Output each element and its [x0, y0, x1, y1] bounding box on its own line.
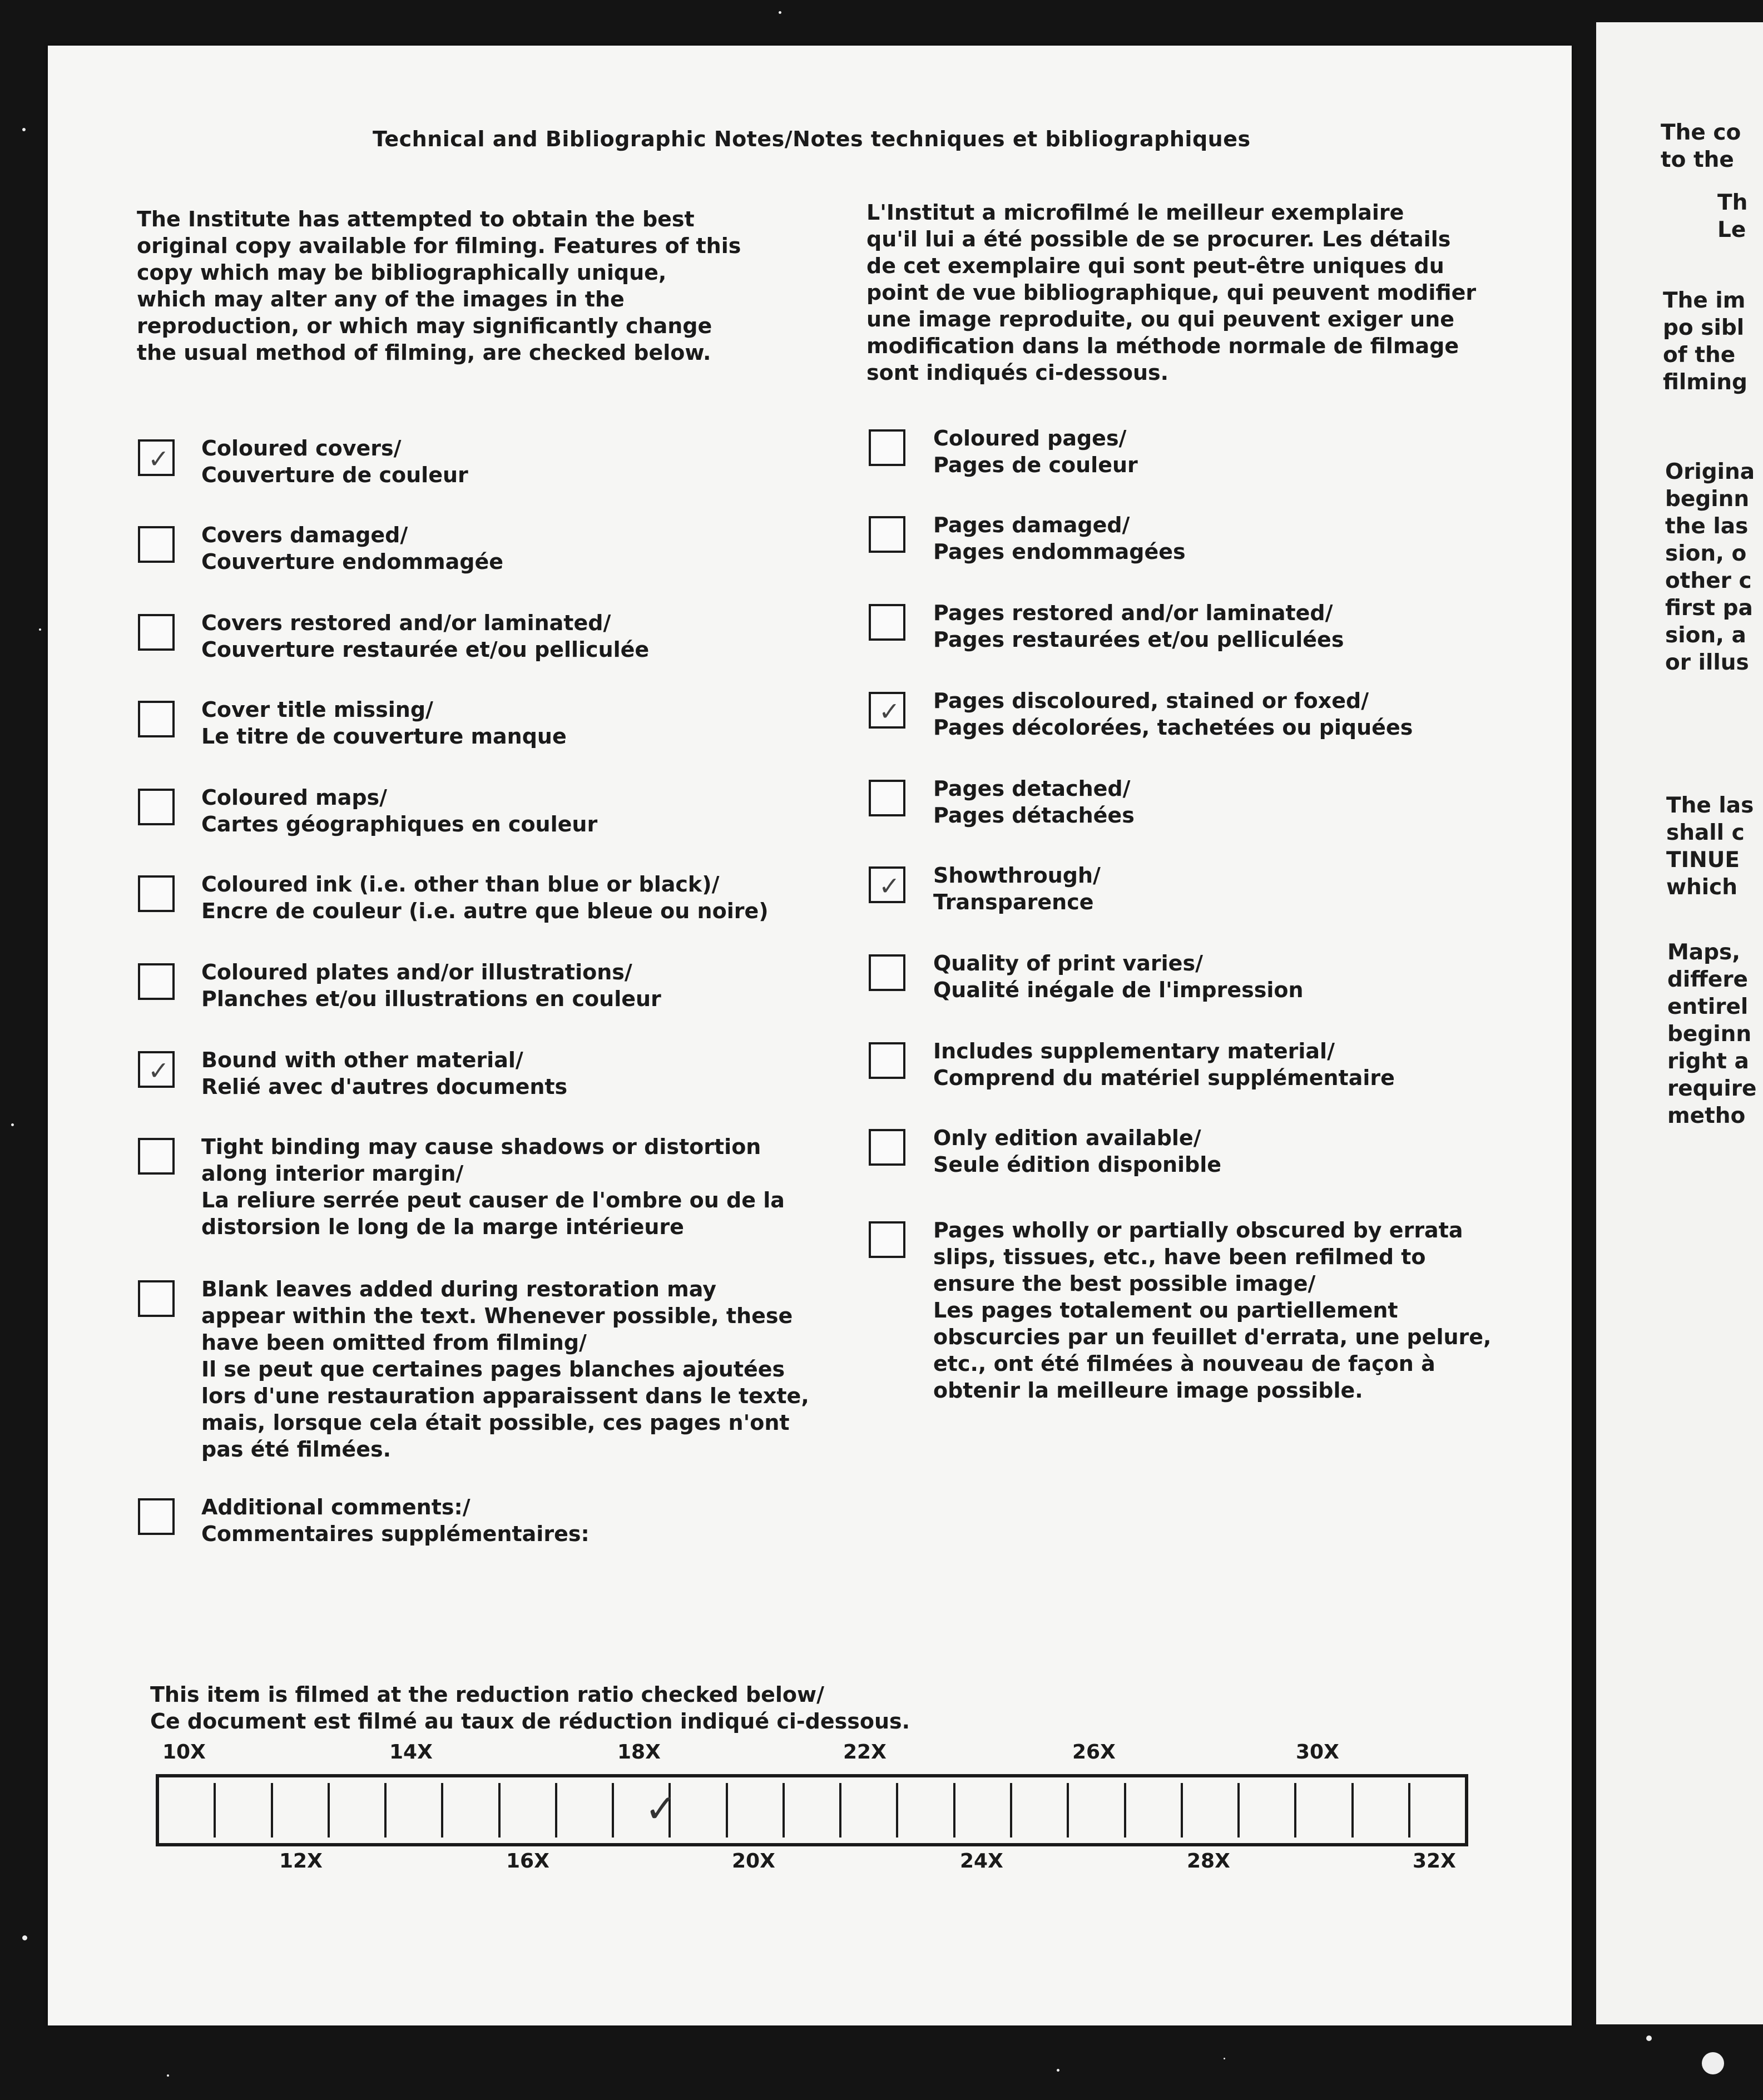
adjacent-paragraph [1665, 458, 1755, 676]
ratio-label-bottom: 16X [506, 1850, 549, 1873]
item-line: Qualité inégale de l'impression [933, 978, 1304, 1002]
adjacent-line: po sibl [1663, 315, 1745, 340]
ratio-cell[interactable] [614, 1783, 677, 1838]
adjacent-line: The las [1666, 793, 1754, 818]
item-line: obscurcies par un feuillet d'errata, une pelure, [933, 1325, 1492, 1349]
adjacent-paragraph [1667, 939, 1756, 1130]
ratio-cell[interactable] [330, 1783, 387, 1838]
intro-line: qu'il lui a été possible de se procurer. Les détails [866, 227, 1451, 251]
item-line: Pages détachées [933, 803, 1135, 828]
adjacent-paragraph [1666, 792, 1754, 901]
item-line: Pages restored and/or laminated/ [933, 601, 1333, 625]
item-line: Commentaires supplémentaires: [201, 1522, 590, 1546]
adjacent-line: first pa [1665, 596, 1753, 621]
ratio-label-bottom: 24X [960, 1850, 1003, 1873]
item-label-left-8 [201, 1047, 567, 1100]
item-line: Cartes géographiques en couleur [201, 812, 598, 836]
check-mark-icon: ✓ [148, 444, 170, 474]
adjacent-line: beginn [1665, 487, 1750, 512]
ratio-cell[interactable] [671, 1783, 727, 1838]
ratio-cell[interactable] [387, 1783, 443, 1838]
item-line: Bound with other material/ [201, 1048, 523, 1072]
item-label-right-7 [933, 950, 1304, 1003]
item-label-left-5 [201, 784, 597, 838]
intro-line: reproduction, or which may significantly change [137, 314, 712, 338]
checkbox-left-6[interactable] [138, 875, 175, 912]
intro-line: original copy available for filming. Features of this [137, 234, 741, 258]
ratio-cell[interactable] [728, 1783, 785, 1838]
ratio-cell[interactable] [273, 1783, 330, 1838]
item-line: Pages damaged/ [933, 513, 1130, 537]
adjacent-line: entirel [1667, 994, 1749, 1019]
ratio-label-bottom: 32X [1413, 1850, 1456, 1873]
item-line: Covers damaged/ [201, 523, 408, 547]
item-label-right-3 [933, 600, 1344, 653]
adjacent-line: other c [1665, 568, 1752, 593]
item-line: Transparence [933, 890, 1094, 914]
film-speck [39, 628, 41, 631]
adjacent-line: filming [1663, 370, 1747, 395]
ratio-cell[interactable] [1296, 1783, 1353, 1838]
adjacent-line: The im [1663, 288, 1746, 313]
checkbox-right-8[interactable] [869, 1042, 905, 1079]
adjacent-line: Maps, [1667, 940, 1741, 965]
page-title: Technical and Bibliographic Notes/Notes techniques et bibliographiques [373, 127, 1251, 151]
item-line: Coloured ink (i.e. other than blue or black)/ [201, 872, 720, 897]
item-line: Comprend du matériel supplémentaire [933, 1066, 1395, 1090]
ratio-label-top: 18X [617, 1741, 661, 1764]
adjacent-paragraph [1663, 287, 1747, 396]
adjacent-line: TINUE [1666, 848, 1740, 873]
ratio-cell[interactable] [443, 1783, 500, 1838]
ratio-cell[interactable] [557, 1783, 614, 1838]
item-label-left-10 [201, 1276, 809, 1463]
item-label-left-7 [201, 959, 661, 1012]
item-line: slips, tissues, etc., have been refilmed to [933, 1245, 1426, 1269]
item-line: Relié avec d'autres documents [201, 1074, 568, 1099]
adjacent-line: differe [1667, 967, 1749, 992]
item-line: Includes supplementary material/ [933, 1039, 1335, 1063]
check-mark-icon: ✓ [879, 696, 900, 726]
item-line: Couverture restaurée et/ou pelliculée [201, 637, 650, 662]
film-speck [1224, 2058, 1225, 2059]
ratio-label-bottom: 28X [1187, 1850, 1230, 1873]
intro-line: une image reproduite, ou qui peuvent exiger une [866, 307, 1455, 331]
item-line: obtenir la meilleure image possible. [933, 1378, 1363, 1403]
intro-line: copy which may be bibliographically unique, [137, 260, 667, 285]
item-line: La reliure serrée peut causer de l'ombre ou de la [201, 1188, 785, 1212]
item-line: Les pages totalement ou partiellement [933, 1298, 1398, 1323]
item-line: Only edition available/ [933, 1126, 1201, 1150]
ratio-cell[interactable] [159, 1783, 216, 1838]
item-line: Quality of print varies/ [933, 951, 1203, 975]
intro-line: sont indiqués ci-dessous. [866, 360, 1169, 385]
item-label-left-11 [201, 1494, 590, 1547]
check-mark-icon: ✓ [148, 1056, 170, 1086]
adjacent-line: to the [1661, 147, 1734, 172]
adjacent-line: sion, o [1665, 541, 1747, 566]
ratio-label-top: 26X [1072, 1741, 1116, 1764]
film-speck [11, 1123, 14, 1126]
item-label-left-4 [201, 696, 567, 750]
checkbox-right-3[interactable] [869, 604, 905, 641]
ratio-label-top: 14X [389, 1741, 433, 1764]
item-label-right-9 [933, 1125, 1221, 1178]
film-speck [167, 2074, 169, 2077]
checkbox-right-1[interactable] [869, 429, 905, 466]
item-label-right-10 [933, 1217, 1491, 1404]
ratio-label-top: 30X [1296, 1741, 1339, 1764]
ratio-cell[interactable] [216, 1783, 273, 1838]
reduction-ratio-grid [156, 1774, 1468, 1846]
item-label-right-1 [933, 425, 1138, 478]
check-mark-icon: ✓ [645, 1786, 677, 1831]
adjacent-line: beginn [1667, 1022, 1752, 1047]
adjacent-paragraph [1717, 189, 1747, 244]
item-line: distorsion le long de la marge intérieure [201, 1215, 684, 1239]
adjacent-line: or illus [1665, 650, 1749, 675]
adjacent-line: require [1667, 1076, 1757, 1101]
item-label-right-8 [933, 1038, 1395, 1091]
film-speck [1057, 2069, 1059, 2072]
item-line: pas été filmées. [201, 1437, 392, 1462]
ratio-label-top: 10X [162, 1741, 206, 1764]
item-line: ensure the best possible image/ [933, 1271, 1316, 1296]
item-line: Additional comments:/ [201, 1495, 471, 1519]
checkbox-left-8[interactable] [138, 1051, 175, 1088]
ratio-cell[interactable] [785, 1783, 841, 1838]
intro-french [866, 199, 1476, 386]
film-speck [1702, 2052, 1724, 2074]
item-line: Coloured plates and/or illustrations/ [201, 960, 632, 984]
checkbox-right-6[interactable] [869, 866, 905, 903]
adjacent-line: Th [1717, 190, 1748, 215]
adjacent-line: The co [1661, 120, 1741, 145]
item-line: Covers restored and/or laminated/ [201, 611, 611, 635]
check-mark-icon: ✓ [879, 871, 900, 901]
item-line: Il se peut que certaines pages blanches ajoutées [201, 1357, 785, 1381]
ratio-cell[interactable] [1012, 1783, 1069, 1838]
intro-line: L'Institut a microfilmé le meilleur exemplaire [866, 200, 1404, 225]
checkbox-left-7[interactable] [138, 963, 175, 1000]
reduction-line-en: This item is filmed at the reduction ratio checked below/ [150, 1682, 824, 1707]
film-speck [1646, 2035, 1652, 2041]
item-line: lors d'une restauration apparaissent dans le texte, [201, 1384, 809, 1408]
checkbox-left-3[interactable] [138, 614, 175, 651]
item-label-right-4 [933, 687, 1413, 741]
adjacent-line: metho [1667, 1103, 1746, 1128]
film-speck [22, 128, 26, 131]
adjacent-line: of the [1663, 343, 1736, 368]
intro-line: modification dans la méthode normale de filmage [866, 334, 1459, 358]
item-line: Showthrough/ [933, 863, 1101, 888]
item-line: Pages endommagées [933, 539, 1186, 564]
ratio-cell[interactable] [1126, 1783, 1183, 1838]
item-line: Planches et/ou illustrations en couleur [201, 987, 661, 1011]
item-line: Encre de couleur (i.e. autre que bleue ou noire) [201, 899, 769, 923]
checkbox-left-10[interactable] [138, 1280, 175, 1317]
intro-line: the usual method of filming, are checked below. [137, 340, 711, 365]
item-line: Couverture de couleur [201, 463, 468, 487]
item-line: Pages décolorées, tachetées ou piquées [933, 715, 1413, 740]
adjacent-line: which [1666, 875, 1738, 900]
adjacent-line: Origina [1665, 459, 1755, 484]
ratio-cell[interactable] [898, 1783, 955, 1838]
ratio-label-top: 22X [843, 1741, 887, 1764]
item-line: appear within the text. Whenever possible, these [201, 1304, 793, 1328]
checkbox-right-2[interactable] [869, 516, 905, 553]
item-label-right-6 [933, 862, 1101, 915]
intro-english [137, 206, 741, 366]
film-speck [779, 11, 781, 14]
ratio-label-bottom: 20X [732, 1850, 775, 1873]
item-label-left-2 [201, 522, 503, 575]
intro-line: de cet exemplaire qui sont peut-être uniques du [866, 254, 1444, 278]
item-label-right-5 [933, 775, 1135, 829]
ratio-cell[interactable] [1069, 1783, 1126, 1838]
checkbox-left-1[interactable] [138, 439, 175, 476]
item-line: Cover title missing/ [201, 697, 433, 722]
intro-line: point de vue bibliographique, qui peuvent modifier [866, 280, 1477, 305]
film-speck [22, 1935, 27, 1940]
adjacent-line: Le [1717, 217, 1746, 242]
item-line: etc., ont été filmées à nouveau de façon à [933, 1351, 1435, 1376]
item-line: Coloured covers/ [201, 436, 402, 460]
item-line: Pages de couleur [933, 453, 1138, 477]
checkbox-right-7[interactable] [869, 954, 905, 991]
ratio-label-bottom: 12X [279, 1850, 323, 1873]
item-line: Pages detached/ [933, 776, 1131, 801]
item-line: Coloured pages/ [933, 426, 1127, 450]
checkbox-left-4[interactable] [138, 701, 175, 737]
item-line: Pages restaurées et/ou pelliculées [933, 627, 1344, 652]
item-label-left-9 [201, 1133, 785, 1240]
item-label-left-6 [201, 871, 769, 924]
ratio-cell[interactable] [1240, 1783, 1296, 1838]
item-line: Le titre de couverture manque [201, 724, 567, 749]
checkbox-right-9[interactable] [869, 1129, 905, 1166]
adjacent-line: sion, a [1665, 623, 1746, 648]
adjacent-paragraph [1661, 119, 1741, 174]
checkbox-right-4[interactable] [869, 692, 905, 729]
ratio-cell[interactable] [501, 1783, 557, 1838]
item-line: Blank leaves added during restoration may [201, 1277, 716, 1301]
checkbox-left-5[interactable] [138, 789, 175, 825]
ratio-cell[interactable] [1354, 1783, 1410, 1838]
item-line: mais, lorsque cela était possible, ces pages n'ont [201, 1410, 790, 1435]
ratio-cell[interactable] [1410, 1783, 1465, 1838]
item-line: Coloured maps/ [201, 785, 388, 810]
adjacent-line: shall c [1666, 820, 1745, 845]
item-label-right-2 [933, 512, 1186, 565]
item-line: Couverture endommagée [201, 549, 504, 574]
checkbox-left-9[interactable] [138, 1138, 175, 1175]
adjacent-line: the las [1665, 514, 1749, 539]
intro-line: which may alter any of the images in the [137, 287, 625, 311]
checkbox-right-5[interactable] [869, 780, 905, 816]
ratio-cell[interactable] [841, 1783, 898, 1838]
intro-line: The Institute has attempted to obtain the best [137, 207, 695, 231]
item-line: Pages discoloured, stained or foxed/ [933, 689, 1369, 713]
item-line: Tight binding may cause shadows or distortion [201, 1135, 761, 1159]
item-label-left-1 [201, 435, 468, 488]
reduction-line-fr: Ce document est filmé au taux de réduction indiqué ci-dessous. [150, 1709, 910, 1734]
item-label-left-3 [201, 610, 649, 663]
checkbox-right-10[interactable] [869, 1221, 905, 1258]
item-line: Pages wholly or partially obscured by errata [933, 1218, 1463, 1242]
checkbox-left-2[interactable] [138, 526, 175, 563]
checkbox-left-11[interactable] [138, 1498, 175, 1535]
item-line: have been omitted from filming/ [201, 1330, 587, 1355]
adjacent-line: right a [1667, 1049, 1749, 1074]
item-line: Seule édition disponible [933, 1152, 1222, 1177]
item-line: along interior margin/ [201, 1161, 464, 1186]
ratio-cell[interactable] [955, 1783, 1012, 1838]
ratio-cell[interactable] [1183, 1783, 1240, 1838]
